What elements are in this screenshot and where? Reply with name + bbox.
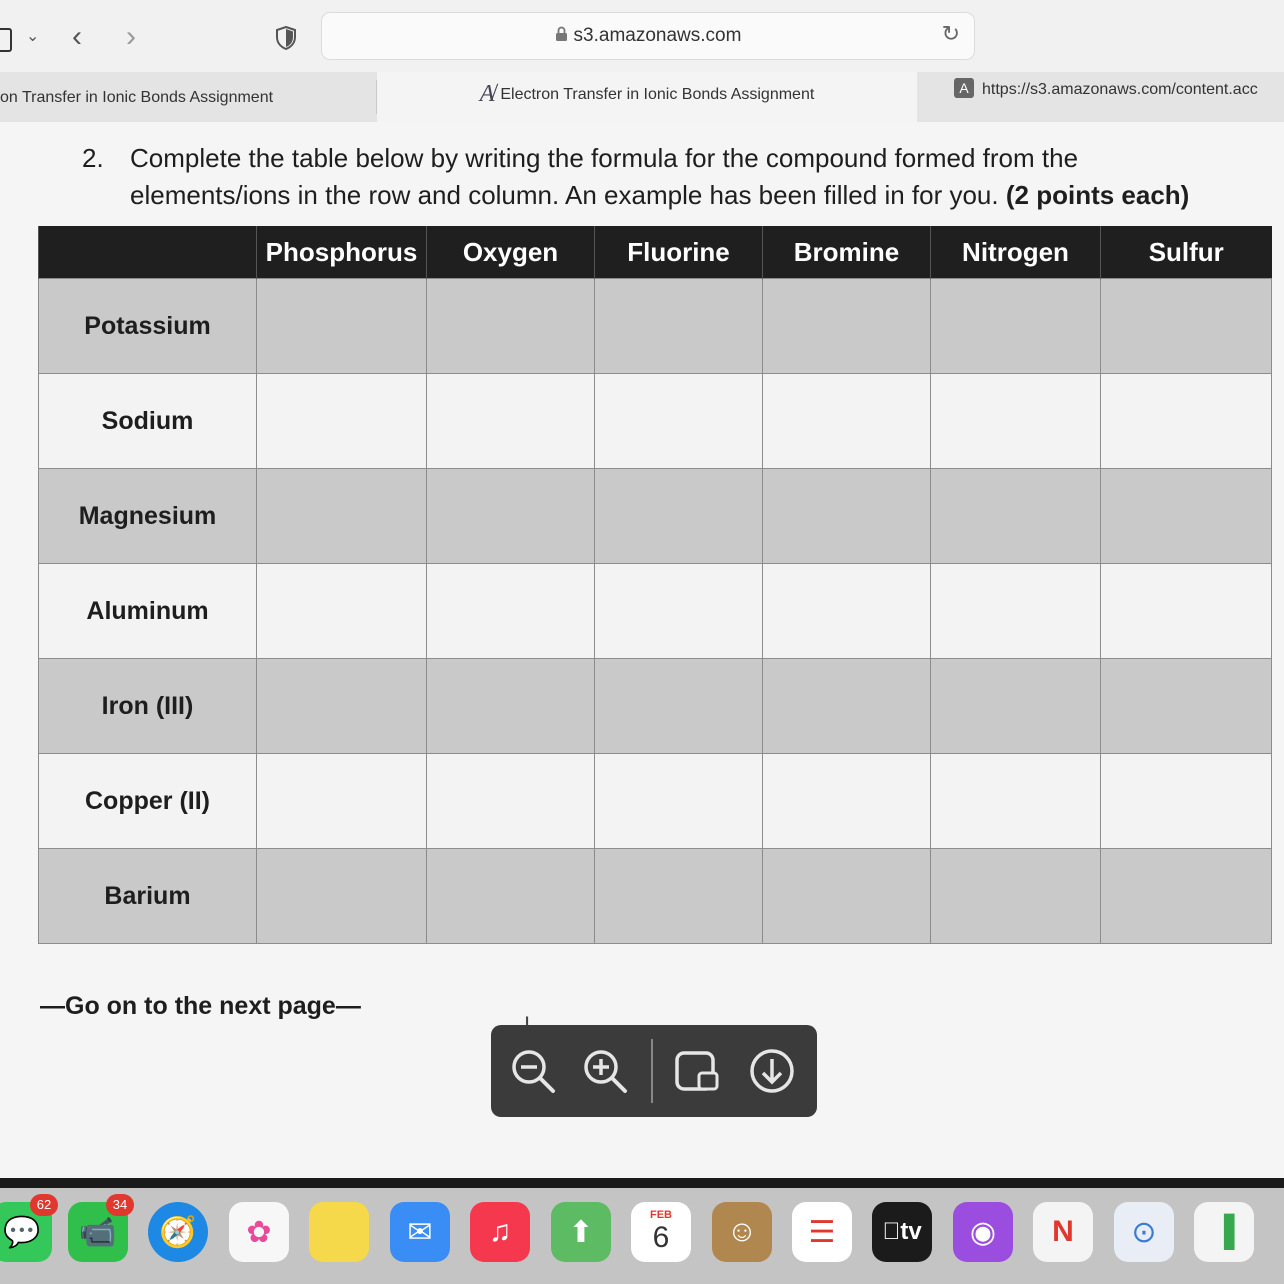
safari-icon: 🧭 (159, 1215, 197, 1249)
mail-icon: ✉ (407, 1215, 433, 1249)
download-icon[interactable] (746, 1045, 798, 1097)
back-icon[interactable]: ‹ (72, 20, 82, 53)
compound-table (38, 226, 1272, 944)
table-cell[interactable] (763, 374, 931, 469)
table-row (39, 279, 1272, 374)
table-cell[interactable] (427, 374, 595, 469)
zoom-in-icon[interactable] (579, 1045, 631, 1097)
question-number: 2. (82, 143, 104, 173)
row-label: Sodium (39, 374, 257, 469)
table-cell[interactable] (1101, 659, 1272, 754)
table-cell[interactable] (595, 279, 763, 374)
row-label: Potassium (39, 279, 257, 374)
column-header: Nitrogen (931, 226, 1101, 279)
table-cell[interactable] (763, 659, 931, 754)
zoom-out-icon[interactable] (507, 1045, 559, 1097)
table-cell[interactable] (931, 564, 1101, 659)
table-cell[interactable] (257, 374, 427, 469)
url-text: s3.amazonaws.com (573, 25, 742, 46)
table-cell[interactable] (1101, 849, 1272, 944)
row-label: Magnesium (39, 469, 257, 564)
table-cell[interactable] (1101, 374, 1272, 469)
podcasts-icon: ◉ (969, 1215, 997, 1249)
news-icon: N (1052, 1215, 1074, 1248)
column-header: Bromine (763, 226, 931, 279)
calendar-month: FEB (650, 1209, 672, 1221)
column-header (39, 226, 257, 279)
table-cell[interactable] (427, 754, 595, 849)
tab-label: Electron Transfer in Ionic Bonds Assignment (500, 86, 815, 103)
music-icon: ♫ (488, 1215, 512, 1248)
photos-icon: ✿ (246, 1215, 272, 1249)
table-cell[interactable] (257, 469, 427, 564)
keynote-icon: ⊙ (1131, 1215, 1157, 1249)
markup-icon[interactable] (671, 1045, 723, 1097)
column-header: Fluorine (595, 226, 763, 279)
chevron-down-icon[interactable]: ⌄ (26, 28, 40, 45)
maps-icon: ⬆ (568, 1215, 594, 1249)
dock-app-music[interactable] (470, 1202, 530, 1262)
lock-icon (555, 26, 568, 42)
table-cell[interactable] (595, 754, 763, 849)
table-row (39, 564, 1272, 659)
dock-edge (0, 1178, 1284, 1188)
table-cell[interactable] (257, 564, 427, 659)
table-cell[interactable] (931, 469, 1101, 564)
dock-app-messages[interactable] (0, 1197, 52, 1262)
table-cell[interactable] (931, 659, 1101, 754)
table-cell[interactable] (931, 279, 1101, 374)
column-header: Oxygen (427, 226, 595, 279)
tab-label: on Transfer in Ionic Bonds Assignment (0, 89, 274, 106)
address-bar-text (322, 25, 974, 47)
table-cell[interactable] (1101, 564, 1272, 659)
question-text-block (130, 140, 1240, 214)
document-icon: A̸ (479, 81, 495, 107)
row-label: Copper (II) (39, 754, 257, 849)
site-favicon-icon: A (954, 78, 974, 98)
dock-app-mail[interactable] (390, 1202, 450, 1262)
question-text: Complete the table below by writing the formula for the compound formed from the elements/ions in the row and column. An example has been filled in for you. (130, 143, 1079, 210)
tab-2[interactable] (377, 72, 917, 122)
dock-app-news[interactable] (1033, 1202, 1093, 1262)
table-cell[interactable] (931, 374, 1101, 469)
address-bar[interactable] (321, 12, 975, 60)
dock-app-maps[interactable] (551, 1202, 611, 1262)
table-cell[interactable] (1101, 279, 1272, 374)
numbers-icon: ▐ (1213, 1215, 1235, 1248)
table-cell[interactable] (427, 849, 595, 944)
table-cell[interactable] (1101, 469, 1272, 564)
table-cell[interactable] (931, 849, 1101, 944)
dock (0, 1188, 1284, 1284)
reload-icon[interactable]: ↻ (941, 21, 960, 46)
table-row (39, 754, 1272, 849)
table-row (39, 659, 1272, 754)
table-cell[interactable] (427, 279, 595, 374)
table-cell[interactable] (763, 469, 931, 564)
tab-3[interactable] (918, 72, 1284, 122)
row-label: Iron (III) (39, 659, 257, 754)
calendar-day: 6 (652, 1221, 670, 1254)
question-points: (2 points each) (1005, 180, 1190, 210)
reminders-icon: ☰ (808, 1215, 836, 1249)
dock-app-tv[interactable] (872, 1202, 932, 1262)
table-row (39, 849, 1272, 944)
dock-app-numbers[interactable] (1194, 1202, 1254, 1262)
table-cell[interactable] (595, 659, 763, 754)
table-cell[interactable] (257, 754, 427, 849)
toolbar-divider (651, 1039, 653, 1103)
tab-bar (0, 72, 1284, 122)
dock-app-safari[interactable] (148, 1202, 208, 1262)
table-cell[interactable] (931, 754, 1101, 849)
next-page-note: —Go on to the next page— (40, 992, 361, 1020)
dock-app-reminders[interactable] (792, 1202, 852, 1262)
dock-app-keynote[interactable] (1114, 1202, 1174, 1262)
table-cell[interactable] (257, 849, 427, 944)
document-page (0, 122, 1284, 1178)
row-label: Aluminum (39, 564, 257, 659)
tab-1[interactable] (0, 72, 376, 122)
table-cell[interactable] (257, 659, 427, 754)
table-cell[interactable] (763, 279, 931, 374)
table-cell[interactable] (427, 469, 595, 564)
table-cell[interactable] (595, 374, 763, 469)
table-cell[interactable] (427, 659, 595, 754)
dock-app-calendar[interactable] (631, 1202, 691, 1262)
facetime-icon: 📹 (79, 1215, 117, 1249)
contacts-icon: ☺ (726, 1215, 758, 1248)
table-cell[interactable] (595, 564, 763, 659)
table-header-row (39, 226, 1272, 279)
dock-app-photos[interactable] (229, 1202, 289, 1262)
column-header: Phosphorus (257, 226, 427, 279)
pdf-zoom-toolbar (491, 1025, 817, 1117)
table-cell[interactable] (763, 754, 931, 849)
row-label: Barium (39, 849, 257, 944)
notification-badge: 34 (106, 1194, 134, 1216)
dock-app-contacts[interactable] (712, 1202, 772, 1262)
column-header: Sulfur (1101, 226, 1272, 279)
dock-app-facetime[interactable] (68, 1197, 128, 1262)
browser-toolbar (0, 0, 1284, 72)
sidebar-toggle-icon[interactable] (0, 28, 12, 52)
table-cell[interactable] (595, 469, 763, 564)
table-cell[interactable] (257, 279, 427, 374)
dock-app-podcasts[interactable] (953, 1202, 1013, 1262)
table-cell[interactable] (427, 564, 595, 659)
table-row (39, 374, 1272, 469)
table-row (39, 469, 1272, 564)
tab-label: https://s3.amazonaws.com/content.acc (982, 81, 1258, 98)
tv-icon: tv (891, 1218, 913, 1245)
forward-icon[interactable]: › (126, 20, 136, 53)
messages-icon: 💬 (3, 1215, 41, 1249)
table-cell[interactable] (763, 849, 931, 944)
dock-app-notes[interactable] (309, 1202, 369, 1262)
privacy-shield-icon[interactable] (275, 26, 297, 50)
notification-badge: 62 (30, 1194, 58, 1216)
table-cell[interactable] (595, 849, 763, 944)
table-cell[interactable] (1101, 754, 1272, 849)
table-cell[interactable] (763, 564, 931, 659)
